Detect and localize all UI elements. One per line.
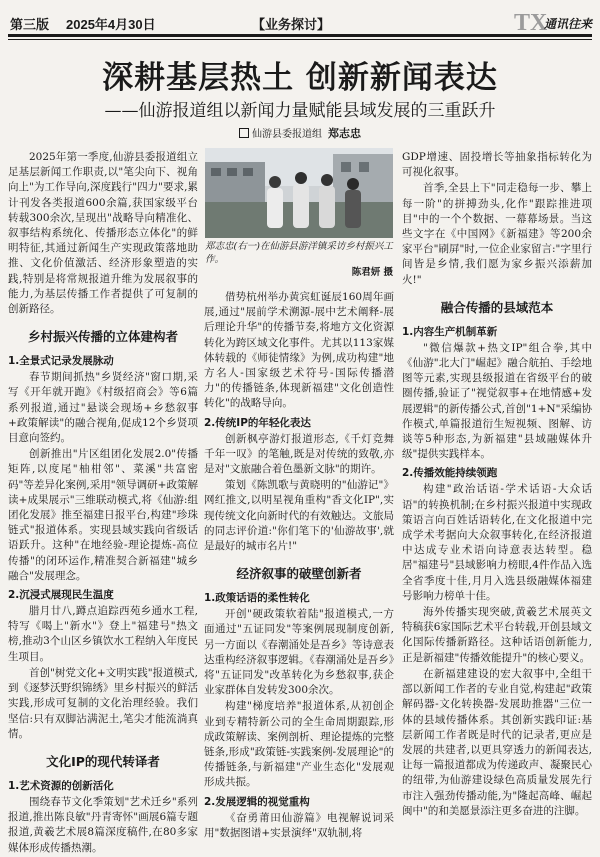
newsletter-logo-icon [512,8,594,34]
square-icon [239,128,249,138]
section-heading: 文化IP的现代转译者 [46,753,160,769]
byline-author: 郑志忠 [328,127,361,140]
body-paragraph: "微信爆款+热文IP"组合拳,其中《仙游"北大门"崛起》融合航拍、手绘地图等元素,实现县级报道在省级平台的破圈传播,验证了"视觉叙事+在地情感+发展逻辑"的新传播公式,首创"1+N"采编协作模式,单篇报道衍生短视频、图解、访谈等5种形态,为新福建"县域融媒体升级"提供实践样本。 [402,341,592,461]
logo-text: 通讯往来 [544,17,593,31]
body-paragraph: 《奋勇莆田仙游篇》电视解说词采用"数据图谱+实景演绎"双轨制,将 [204,811,394,839]
body-paragraph: 构建"政治话语-学术话语-大众话语"的转换机制;在乡村振兴报道中实现政策语言向百姓话语转化,在文化报道中完成学术考据向大众叙事转化,在经济报道中达成专业术语向诗意表达转型。稳居"福建号"县域影响力榜眼,4件作品入选全省季度十佳,月月入选县级融媒体福建号影响力榜单十佳。 [402,483,592,602]
body-paragraph: 春节期间抓热"乡贤经济"窗口期,采写《开年就开跑》《村级招商会》等6篇系列报道,通过"悬谈会现场+乡愁叙事+政策解读"的融合视角,促成12个乡贤项目意向签约。 [8,371,198,445]
body-paragraph: 首季,全县上下"同走稳每一步、攀上每一阶"的拼搏劲头,化作"跟踪推进项目"中的一个个数据、一幕幕场景。当这些文字在《中国网》《新福建》等200余家平台"刷屏"时,一位企业家留言:"字里行间皆是乡情,我们愿为家乡振兴添薪加火!" [402,182,592,286]
body-paragraph: 在新福建建设的宏大叙事中,全组干部以新闻工作者的专业自觉,构建起"政策解码器-文化转换器-发展助推器"三位一体的县域传播体系。其创新实践印证:基层新闻工作者既是时代的记录者,更应是发展的共建者,以更具穿透力的新闻表达,让每一篇报道都成为传递政声、凝聚民心的纽带,为仙游建设绿色高质量发展先行市注入强劲传播动能,为"隆起高峰、崛起闽中"的和美愿景添注更多奋进的注脚。 [402,667,592,817]
column-1 [8,150,198,857]
body-paragraph: 借势杭州举办黄宾虹诞辰160周年画展,通过"展前学术溯源-展中艺术阐释-展后理论升华"的传播节奏,将地方文化资源转化为跨区域文化事件。尤其以113家媒体转载的《师徒情缘》为例,成功构建"地方名人-国家级艺术符号-国际传播潜力"的传播链条,体现新福建"文化创造性转化"的战略导向。 [204,291,394,410]
body-paragraph: 创新枫亭游灯报道形态,《千灯竞舞千年一叹》的笔触,既是对传统的致敬,亦是对"文旅融合着色墨新文脉"的期许。 [204,432,394,476]
column-2 [204,290,394,842]
intro-paragraph: 2025年第一季度,仙游县委报道组立足基层新闻工作职责,以"笔尖向下、视角向上"为工作导向,深度践行"四力"要求,累计刊发各类报道600余篇,获国家级平台转载300余次,呈现出"战略导向精准化、叙事结构系统化、传播形态立体化"的鲜明特征,其通过新闻生产实现政策落地助推、文化价值激活、经济形象塑造的实践,特别是将常规报道升维为发展叙事的能力,为基层传播工作者提供了可复制的创新路径。 [8,151,198,316]
subsection-heading: 1.内容生产机制革新 [402,325,498,338]
subsection-heading: 1.全景式记录发展脉动 [8,355,114,368]
section-heading: 乡村振兴传播的立体建构者 [27,329,178,345]
byline-org: 仙游县委报道组 [252,129,322,140]
subsection-heading: 2.传播效能持续领跑 [402,467,498,480]
body-paragraph: 海外传播实现突破,黄羲艺术展英文特稿获6家国际艺术平台转载,开创县域文化国际传播新路径。这种话语创新能力,正是新福建"传播效能提升"的核心要义。 [402,606,592,664]
subsection-heading: 1.艺术资源的创新活化 [8,779,114,792]
issue-date: 2025年4月30日 [66,17,156,32]
body-paragraph: 腊月廿八,蹲点追踪西苑乡通水工程,特写《喝上"新水"》登上"福建号"热文榜,推动3个山区乡镇饮水工程纳入年度民生项目。 [8,605,198,663]
caption-text: 郑志忠(右一)在仙游县游洋镇采访乡村振兴工作。 [205,241,393,265]
news-photo [205,148,393,238]
article-subhead: ——仙游报道组以新闻力量赋能县域发展的三重跃升 [104,101,496,121]
subsection-heading: 1.政策话语的柔性转化 [204,592,310,605]
subsection-heading: 2.发展逻辑的视觉重构 [204,795,310,808]
edition-label: 第三版 [10,17,50,32]
body-paragraph: 创新推出"片区组团化发展2.0"传播矩阵,以度尾"柚柑邻"、菜溪"共富密码"等差异化案例,采用"领导调研+政策解读+成果展示"三维联动模式,将《仙游:组团化发展》推至福建日报平台,构建"珍珠链式"报道体系。实现县域实践向省级话语跃升。这种"在地经验-理论提炼-高位传播"的闭环运作,精准契合新福建"城乡融合"发展理念。 [8,448,198,582]
body-paragraph: 策划《陈凯歌与黄晓明的"仙游记"》网红推文,以明星视角重构"香文化IP",实现传统文化向新时代的有效触达。文旅局的同志评价道:"你们笔下的'仙游故事',就是最好的城市名片!" [204,479,394,553]
logo-mark: TX [514,10,548,34]
section-label: 【业务探讨】 [252,18,331,33]
section-heading: 融合传播的县域范本 [440,299,554,315]
photo-credit: 陈君妍 摄 [351,267,393,278]
body-paragraph: 围绕春节文化季策划"艺术迁乡"系列报道,推出陈良敏"丹青寄怀"画展6篇专题报道,黄羲艺术展8篇深度稿件,在80多家媒体形成传播热潮。 [8,795,198,854]
subsection-heading: 2.传统IP的年轻化表达 [204,416,311,429]
masthead-rule [8,34,592,37]
body-paragraph: 构建"梯度培养"报道体系,从初创企业到专精特新公司的全生命周期跟踪,形成政策解读、案例剖析、理论提炼的完整链条,形成"政策链-实践案例-发展理论"的传播链条,与新福建"产业生态化"发展观形成共振。 [204,700,394,789]
subsection-heading: 2.沉浸式展现民生温度 [8,589,114,602]
body-paragraph: GDP增速、固投增长等抽象指标转化为可视化叙事。 [402,151,592,179]
byline [0,125,600,141]
body-paragraph: 首创"树党文化+文明实践"报道模式,到《逐梦沃野织锦绣》里乡村振兴的鲜活实践,形成可复制的文化治理经验。我们坚信:只有双脚沾满泥土,笔尖才能流淌真情。 [8,666,198,740]
section-heading: 经济叙事的破壁创新者 [236,566,362,582]
photo-caption [205,240,393,279]
masthead-rule-thin [8,39,592,40]
article-headline: 深耕基层热土 创新新闻表达 [102,60,498,96]
column-3 [402,150,592,820]
body-paragraph: 开创"硬政策软着陆"报道模式,一方面通过"五证同发"等案例展现制度创新,另一方面以《春潮涌处是吾乡》等诗意表达重构经济叙事逻辑。《春潮涌处是吾乡》将"五证同发"改革转化为乡愁叙事,获企业家群体自发转发300余次。 [204,608,394,697]
